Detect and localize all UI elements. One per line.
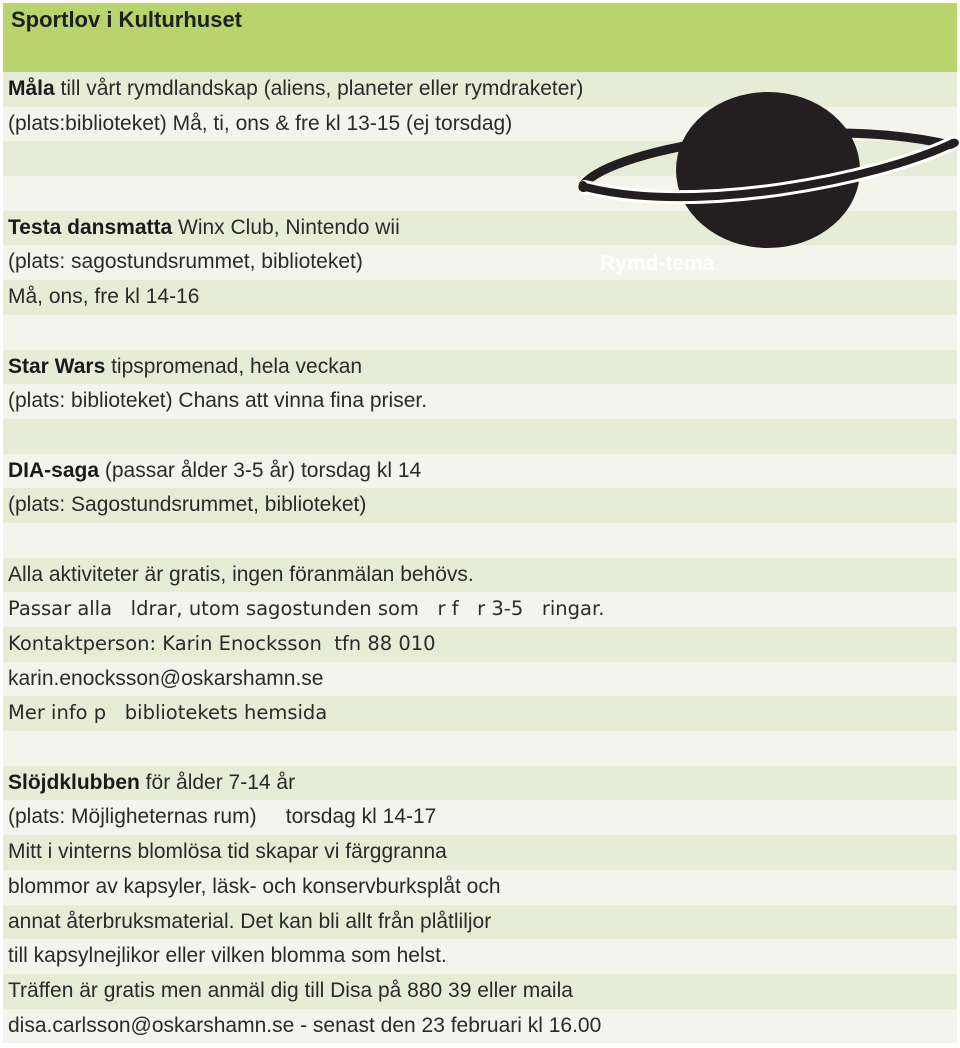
table-row bbox=[3, 905, 957, 940]
row-text bbox=[8, 667, 323, 691]
row-text bbox=[8, 910, 491, 934]
row-bold-label: DIA-saga bbox=[8, 458, 100, 482]
row-body-text: till kapsylnejlikor eller vilken blomma som helst. bbox=[8, 944, 447, 968]
row-text bbox=[8, 216, 400, 240]
table-row bbox=[3, 627, 957, 662]
row-body-text: Winx Club, Nintendo wii bbox=[172, 215, 400, 239]
table-row bbox=[3, 523, 957, 558]
row-text bbox=[8, 250, 363, 274]
row-text bbox=[8, 563, 474, 587]
row-body-text: till vårt rymdlandskap (aliens, planeter eller rymdraketer) bbox=[54, 77, 584, 100]
row-body-text: (plats: Sagostundsrummet, biblioteket) bbox=[8, 493, 367, 517]
table-row bbox=[3, 558, 957, 593]
table-row bbox=[3, 454, 957, 489]
row-body-text: Passar alla ldrar, utom sagostunden som r f r 3-5 ringar. bbox=[8, 597, 605, 621]
row-text bbox=[8, 805, 436, 829]
row-body-text: för ålder 7-14 år bbox=[139, 770, 296, 794]
row-bold-label: Testa dansmatta bbox=[8, 215, 173, 239]
row-body-text: (passar ålder 3-5 år) torsdag kl 14 bbox=[99, 458, 422, 482]
table-row bbox=[3, 974, 957, 1009]
row-body-text: annat återbruksmaterial. Det kan bli allt från plåtliljor bbox=[8, 909, 492, 933]
table-row bbox=[3, 939, 957, 974]
table-row bbox=[3, 662, 957, 697]
row-bold-label: Star Wars bbox=[8, 354, 106, 378]
row-text bbox=[8, 979, 573, 1003]
ringed-planet-icon bbox=[575, 85, 960, 255]
row-text bbox=[8, 944, 447, 968]
row-body-text: disa.carlsson@oskarshamn.se - senast den 23 februari kl 16.00 bbox=[8, 1013, 602, 1037]
theme-label: Rymd-tema bbox=[600, 252, 715, 275]
row-body-text: tipspromenad, hela veckan bbox=[105, 354, 363, 378]
row-body-text: (plats:biblioteket) Må, ti, ons & fre kl 13-15 (ej torsdag) bbox=[8, 111, 513, 135]
table-row bbox=[3, 1009, 957, 1044]
row-bold-label: Slöjdklubben bbox=[8, 770, 140, 794]
row-text bbox=[8, 389, 427, 413]
planet-body bbox=[676, 92, 860, 248]
table-row bbox=[3, 384, 957, 419]
table-row bbox=[3, 488, 957, 523]
table-row bbox=[3, 350, 957, 385]
table-row bbox=[3, 800, 957, 835]
page-title: Sportlov i Kulturhuset bbox=[11, 7, 242, 32]
row-body-text: (plats: Möjligheternas rum) torsdag kl 14-17 bbox=[8, 805, 437, 829]
row-text bbox=[8, 77, 583, 101]
row-body-text: Träffen är gratis men anmäl dig till Disa på 880 39 eller maila bbox=[8, 978, 573, 1002]
row-body-text: Alla aktiviteter är gratis, ingen föranmälan behövs. bbox=[8, 562, 474, 586]
planet-graphic bbox=[575, 85, 960, 255]
table-row bbox=[3, 835, 957, 870]
row-body-text: karin.enocksson@oskarshamn.se bbox=[8, 666, 324, 690]
row-body-text: blommor av kapsyler, läsk- och konservburksplåt och bbox=[8, 874, 501, 898]
table-row bbox=[3, 592, 957, 627]
row-text bbox=[8, 771, 295, 795]
row-text bbox=[8, 1014, 601, 1038]
table-row bbox=[3, 419, 957, 454]
row-text bbox=[8, 355, 362, 379]
table-row bbox=[3, 766, 957, 801]
row-text bbox=[8, 840, 447, 864]
row-text bbox=[8, 701, 327, 724]
row-text bbox=[8, 632, 436, 655]
row-text bbox=[8, 285, 199, 309]
row-body-text: (plats: biblioteket) Chans att vinna fina priser. bbox=[8, 389, 428, 413]
table-row bbox=[3, 315, 957, 350]
table-row bbox=[3, 731, 957, 766]
row-body-text: Kontaktperson: Karin Enocksson tfn 88 010 bbox=[8, 632, 436, 655]
row-text bbox=[8, 875, 501, 899]
ring-end-right bbox=[950, 143, 955, 145]
ring-end-left bbox=[582, 185, 585, 188]
table-row bbox=[3, 870, 957, 905]
row-body-text: Må, ons, fre kl 14-16 bbox=[8, 285, 200, 309]
table-row bbox=[3, 696, 957, 731]
table-row bbox=[3, 280, 957, 315]
row-text bbox=[8, 493, 366, 517]
row-body-text: Mitt i vinterns blomlösa tid skapar vi färggranna bbox=[8, 840, 447, 864]
row-bold-label: Måla bbox=[8, 77, 55, 100]
row-body-text: Mer info p bibliotekets hemsida bbox=[8, 701, 328, 725]
row-body-text: (plats: sagostundsrummet, biblioteket) bbox=[8, 250, 363, 274]
row-text bbox=[8, 112, 512, 136]
row-text bbox=[8, 459, 421, 483]
title-row bbox=[3, 3, 957, 72]
row-text bbox=[8, 597, 604, 620]
